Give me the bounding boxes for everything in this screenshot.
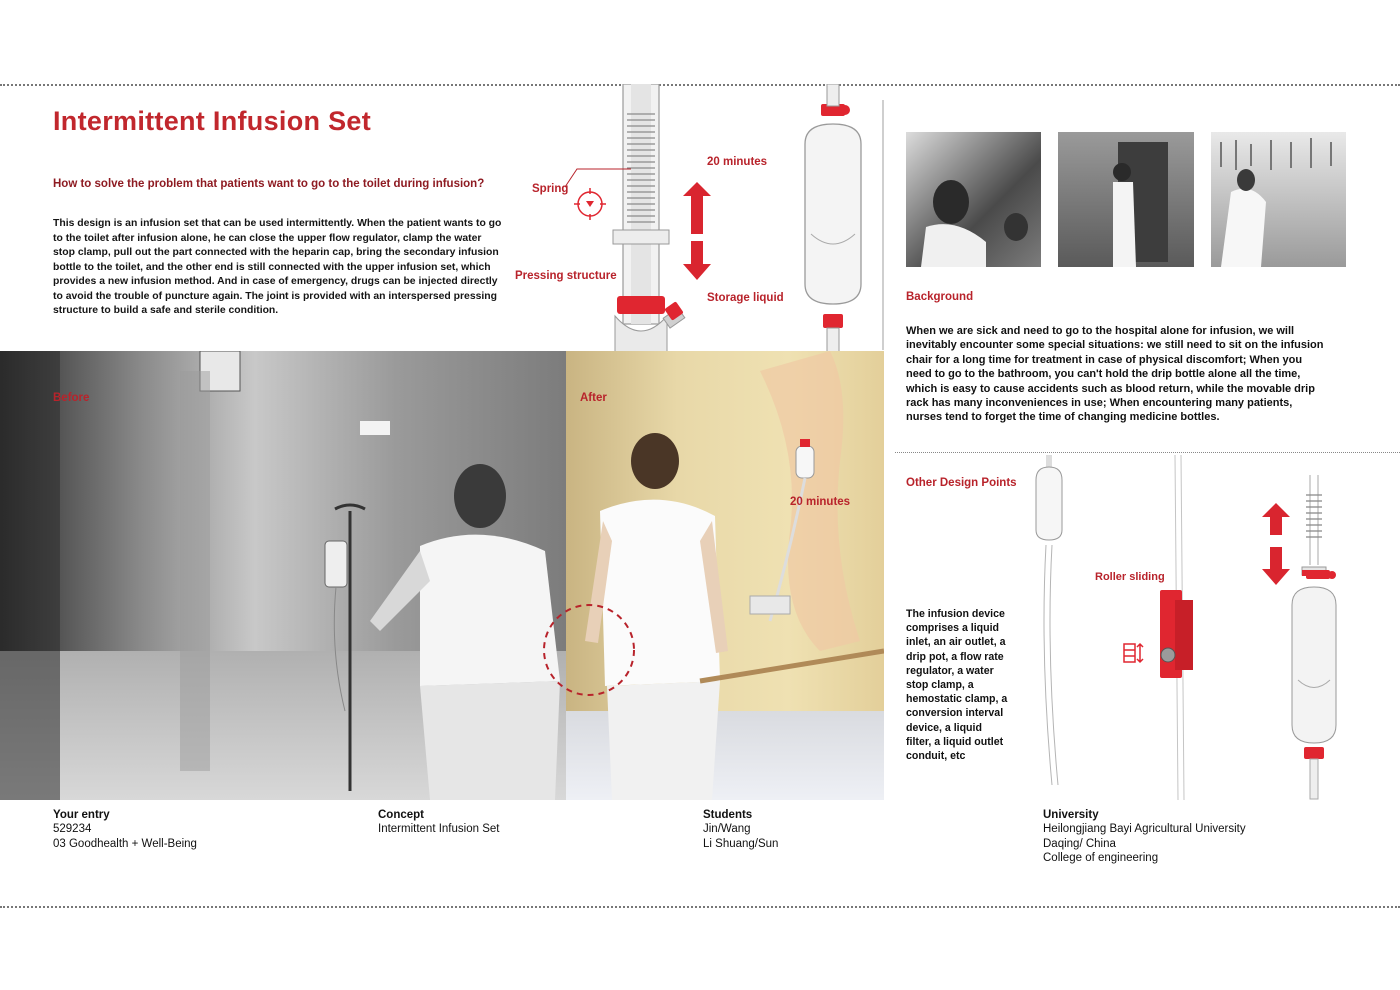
pressing-structure-label: Pressing structure: [515, 270, 617, 282]
entry-heading: Your entry: [53, 809, 110, 821]
intro-text: This design is an infusion set that can be used intermittently. When the patient wants to go to the toilet after infusion alone, he can close the upper flow regulator, clamp the water stop clamp, pull out the part connected with the heparin cap, bring the secondary infusion bottle to the toilet, and the other end is still connected with the upper infusion set, which provides a new infusion method. And in case of emergency, drugs can be injected directly to avoid the trouble of puncture again. The joint is provided with an interspersed pressing structure to build a safe and sterile condition.: [53, 218, 502, 316]
roller-slider-icon: [1124, 644, 1143, 662]
student-line: Li Shuang/Sun: [703, 837, 779, 850]
university-line: Daqing/ China: [1043, 837, 1116, 850]
footer-students: [703, 808, 778, 851]
university-line: Heilongjiang Bayi Agricultural University: [1043, 823, 1246, 836]
concept-heading: Concept: [378, 809, 424, 821]
design-illustration: [1010, 455, 1400, 800]
background-photo-3: [1211, 132, 1346, 267]
after-label: After: [580, 392, 607, 404]
arrow-down-icon: [1262, 547, 1290, 585]
before-after-photo: [0, 351, 884, 800]
roller-sliding-label: Roller sliding: [1095, 571, 1165, 583]
arrow-down-icon: [683, 241, 711, 280]
university-heading: University: [1043, 809, 1099, 821]
spring-label: Spring: [532, 183, 569, 195]
twenty-minutes-label: 20 minutes: [707, 156, 768, 168]
university-line: College of engineering: [1043, 851, 1159, 864]
footer-concept: [378, 808, 499, 837]
background-text: When we are sick and need to go to the hospital alone for infusion, we will inevitably encounter some special situations: we still need to sit on the infusion chair for a long time for treatment in case of physical discomfort; When you need to go to the bathroom, you can't hold the drip bottle alone all the time, which is easy to cause accidents such as blood return, while the movable drip rack has many inconveniences in use; When encountering many patients, nurses tend to forget the time of changing medicine bottles.: [906, 325, 1324, 424]
students-heading: Students: [703, 809, 753, 821]
before-label: Before: [53, 392, 90, 404]
student-line: Jin/Wang: [703, 823, 751, 836]
vertical-divider: [882, 100, 884, 350]
design-description: The infusion device comprises a liquid inlet, an air outlet, a drip pot, a flow rate regulator, a water stop clamp, a hemostatic clamp, a conversion interval device, a liquid filter, a liquid outlet conduit, etc: [906, 608, 1008, 763]
footer-entry: [53, 808, 197, 851]
right-divider: [895, 452, 1400, 453]
arrow-up-icon: [1262, 503, 1290, 535]
photo-figures: [0, 351, 884, 800]
entry-line: 03 Goodhealth + Well-Being: [53, 837, 197, 850]
arrow-up-icon: [683, 182, 711, 234]
after-minutes-label: 20 minutes: [790, 496, 851, 508]
page-title: Intermittent Infusion Set: [53, 106, 371, 136]
concept-line: Intermittent Infusion Set: [378, 823, 500, 836]
entry-line: 529234: [53, 823, 92, 836]
bottom-divider: [0, 906, 1400, 908]
question-heading: How to solve the problem that patients want to go to the toilet during infusion?: [53, 178, 485, 190]
device-illustration: [505, 84, 880, 352]
background-heading: Background: [906, 291, 974, 303]
footer-university: [1043, 808, 1246, 865]
storage-liquid-label: Storage liquid: [707, 292, 784, 304]
background-photo-1: [906, 132, 1041, 267]
background-photo-2: [1058, 132, 1194, 267]
other-design-heading: Other Design Points: [906, 477, 1017, 489]
